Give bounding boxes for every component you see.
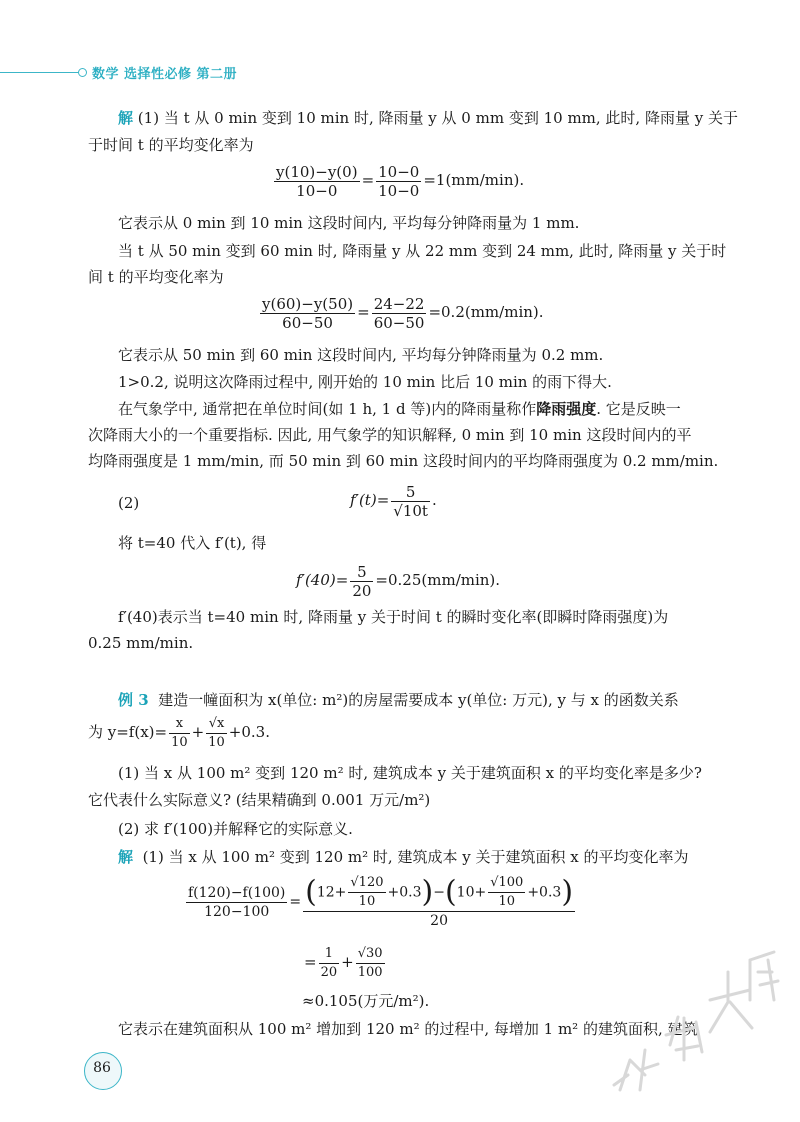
text-line: 1>0.2, 说明这次降雨过程中, 刚开始的 10 min 比后 10 min 的雨下得大.: [118, 373, 612, 391]
text-line: 它表示在建筑面积从 100 m² 增加到 120 m² 的过程中, 每增加 1 m² 的建筑面积, 建筑: [118, 1020, 698, 1038]
header-title: 数学 选择性必修 第二册: [92, 67, 238, 82]
part-label: (2): [118, 494, 140, 512]
text-line: f′(40)表示当 t=40 min 时, 降雨量 y 关于时间 t 的瞬时变化率(即瞬时降雨强度)为: [118, 608, 669, 626]
solution-line-1: 解 (1) 当 t 从 0 min 变到 10 min 时, 降雨量 y 从 0 mm 变到 10 mm, 此时, 降雨量 y 关于: [118, 109, 738, 127]
equation-avg-rate-2: $\frac{y(60)-y(50)}{60-50}$ = $\frac{24-22}{60-50}$ =0.2(mm/min).: [262, 294, 544, 332]
solution-label: 解: [118, 109, 134, 127]
equation-example-3-rate: $\frac{f(120)-f(100)}{120-100}$ = (12+ $\frac{√120}{10}$ +0.3)−(10+ $\frac{√100}{10}$ +0.3) 20: [188, 874, 574, 929]
text-line: 它表示从 50 min 到 60 min 这段时间内, 平均每分钟降雨量为 0.2 mm.: [118, 346, 604, 364]
question-2: (2) 求 f′(100)并解释它的实际意义.: [118, 820, 353, 838]
example-label: 例 3: [118, 691, 149, 709]
text-line: 在气象学中, 通常把在单位时间(如 1 h, 1 d 等)内的降雨量称作降雨强度. 它是反映一: [118, 400, 681, 418]
text-line: 它表示从 0 min 到 10 min 这段时间内, 平均每分钟降雨量为 1 mm.: [118, 214, 580, 232]
text-line: 均降雨强度是 1 mm/min, 而 50 min 到 60 min 这段时间内的平均降雨强度为 0.2 mm/min.: [88, 452, 719, 470]
question-1b: 它代表什么实际意义? (结果精确到 0.001 万元/m²): [88, 791, 431, 809]
example-3-solution-line: 解 (1) 当 x 从 100 m² 变到 120 m² 时, 建筑成本 y 关于建筑面积 x 的平均变化率为: [118, 848, 689, 866]
term-rainfall-intensity: 降雨强度: [536, 400, 597, 418]
text-line: 将 t=40 代入 f′(t), 得: [118, 534, 267, 552]
header-dot: [78, 68, 87, 77]
text-line: 当 t 从 50 min 变到 60 min 时, 降雨量 y 从 22 mm 变到 24 mm, 此时, 降雨量 y 关于时: [118, 242, 727, 260]
equation-avg-rate-1: $\frac{y(10)-y(0)}{10-0}$ = $\frac{10-0}{10-0}$ =1(mm/min).: [276, 162, 525, 200]
page-number: 86: [93, 1060, 111, 1076]
text-line: 0.25 mm/min.: [88, 634, 194, 652]
text-line: 间 t 的平均变化率为: [88, 268, 224, 286]
equation-approx: ≈0.105(万元/m²).: [302, 992, 430, 1010]
question-1a: (1) 当 x 从 100 m² 变到 120 m² 时, 建筑成本 y 关于建筑面积 x 的平均变化率是多少?: [118, 764, 702, 782]
example-3-function: 为 y=f(x)= $\frac{x}{10}$ + $\frac{√x}{10}$ +0.3.: [88, 715, 270, 750]
equation-simplified: = $\frac{1}{20}$ + $\frac{√30}{100}$: [304, 945, 383, 980]
text-line: 次降雨大小的一个重要指标. 因此, 用气象学的知识解释, 0 min 到 10 min 这段时间内的平: [88, 426, 692, 444]
equation-f40: f′(40)= $\frac{5}{20}$ =0.25(mm/min).: [296, 562, 501, 600]
publisher-watermark: [600, 900, 790, 1110]
example-3-line-1: 例 3 建造一幢面积为 x(单位: m²)的房屋需要成本 y(单位: 万元), y 与 x 的函数关系: [118, 691, 679, 709]
solution-line-2: 于时间 t 的平均变化率为: [88, 136, 254, 154]
equation-derivative: f′(t)= $\frac{5}{√10t}$ .: [350, 482, 437, 520]
header-rule: [0, 72, 84, 73]
solution-label: 解: [118, 848, 134, 866]
